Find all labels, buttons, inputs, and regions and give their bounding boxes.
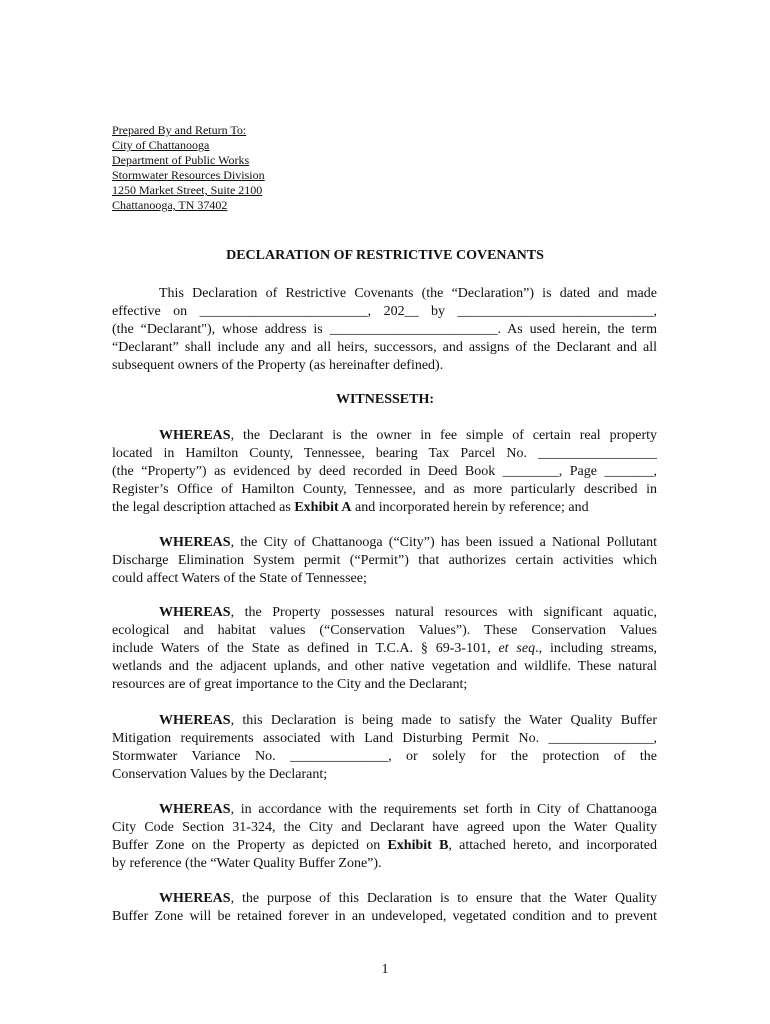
- return-line: City of Chattanooga: [112, 138, 210, 152]
- text-line: resources are of great importance to the City and the Declarant;: [112, 677, 468, 692]
- text-line: WHEREAS, the purpose of this Declaration is to ensure that the Water Quality: [159, 891, 657, 906]
- return-address-block: [112, 123, 265, 213]
- text-line: located in Hamilton County, Tennessee, bearing Tax Parcel No. _________________: [112, 446, 657, 461]
- whereas-paragraph-3: [112, 604, 657, 694]
- text-line: Buffer Zone on the Property as depicted on Exhibit B, attached hereto, and incorporated: [112, 838, 658, 853]
- whereas-keyword: WHEREAS: [159, 891, 231, 906]
- text-line: wetlands and the adjacent uplands, and other native vegetation and wildlife. These natural: [112, 659, 657, 674]
- document-title: DECLARATION OF RESTRICTIVE COVENANTS: [226, 248, 544, 263]
- text-line: subsequent owners of the Property (as hereinafter defined).: [112, 358, 444, 373]
- whereas-keyword: WHEREAS: [159, 802, 231, 817]
- whereas-paragraph-4: [112, 712, 657, 784]
- exhibit-a-reference: Exhibit A: [294, 500, 352, 515]
- return-line: Stormwater Resources Division: [112, 168, 265, 182]
- text-line: include Waters of the State as defined in T.C.A. § 69-3-101, et seq., including streams,: [112, 641, 658, 656]
- text-line: Discharge Elimination System permit (“Permit”) that authorizes certain activities which: [112, 553, 657, 568]
- text-line: Buffer Zone will be retained forever in an undeveloped, vegetated condition and to prevent: [112, 909, 657, 924]
- text-line: (the “Declarant"), whose address is ________________________. As used herein, the term: [112, 322, 657, 337]
- text-line: (the “Property”) as evidenced by deed recorded in Deed Book ________, Page _______,: [112, 464, 657, 479]
- return-line: Department of Public Works: [112, 153, 250, 167]
- text-line: WHEREAS, the City of Chattanooga (“City”) has been issued a National Pollutant: [159, 535, 657, 550]
- intro-paragraph: [112, 285, 657, 375]
- whereas-paragraph-6: [112, 890, 657, 926]
- text-line: Conservation Values by the Declarant;: [112, 767, 328, 782]
- whereas-keyword: WHEREAS: [159, 535, 231, 550]
- text-line: Register’s Office of Hamilton County, Tennessee, and as more particularly described in: [112, 482, 657, 497]
- whereas-paragraph-2: [112, 534, 657, 588]
- whereas-keyword: WHEREAS: [159, 713, 231, 728]
- text-line: Stormwater Variance No. ______________, or solely for the protection of the: [112, 749, 657, 764]
- text-line: WHEREAS, in accordance with the requirements set forth in City of Chattanooga: [159, 802, 657, 817]
- return-line: Prepared By and Return To:: [112, 123, 247, 137]
- text-line: WHEREAS, the Property possesses natural resources with significant aquatic,: [159, 605, 657, 620]
- text-line: the legal description attached as Exhibit A and incorporated herein by reference; and: [112, 500, 589, 515]
- text-line: ecological and habitat values (“Conservation Values”). These Conservation Values: [112, 623, 657, 638]
- text-line: WHEREAS, the Declarant is the owner in fee simple of certain real property: [159, 428, 657, 443]
- witnesseth-heading: WITNESSETH:: [335, 392, 435, 407]
- text-line: Mitigation requirements associated with Land Disturbing Permit No. _______________,: [112, 731, 657, 746]
- text-line: City Code Section 31-324, the City and Declarant have agreed upon the Water Quality: [112, 820, 657, 835]
- page-number: 1: [381, 962, 389, 977]
- whereas-paragraph-1: [112, 427, 657, 517]
- whereas-keyword: WHEREAS: [159, 428, 231, 443]
- text-line: WHEREAS, this Declaration is being made to satisfy the Water Quality Buffer: [159, 713, 657, 728]
- text-line: This Declaration of Restrictive Covenants (the “Declaration”) is dated and made: [159, 286, 657, 301]
- text-line: “Declarant” shall include any and all heirs, successors, and assigns of the Declarant and all: [112, 340, 657, 355]
- text-line: could affect Waters of the State of Tennessee;: [112, 571, 367, 586]
- whereas-keyword: WHEREAS: [159, 605, 231, 620]
- et-seq-italic: et seq: [498, 641, 536, 656]
- whereas-paragraph-5: [112, 801, 657, 873]
- text-line: by reference (the “Water Quality Buffer Zone”).: [112, 856, 382, 871]
- text-line: effective on ________________________, 202__ by ____________________________,: [112, 304, 657, 319]
- return-line: Chattanooga, TN 37402: [112, 198, 228, 212]
- exhibit-b-reference: Exhibit B: [387, 838, 449, 853]
- return-line: 1250 Market Street, Suite 2100: [112, 183, 263, 197]
